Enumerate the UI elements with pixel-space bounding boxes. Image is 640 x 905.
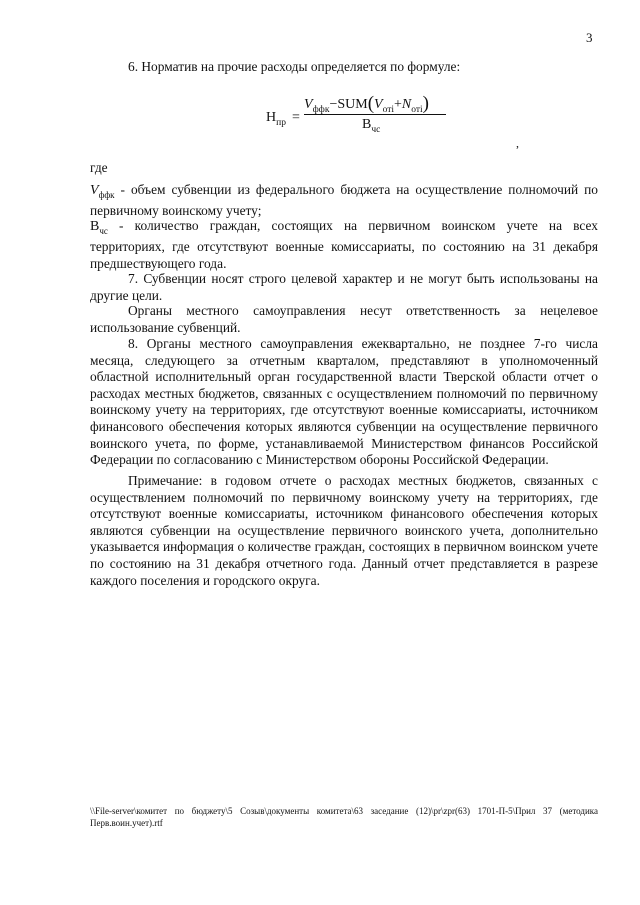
formula-den-sub: чс xyxy=(371,124,381,135)
definition-symbol-main: V xyxy=(90,183,99,198)
definition-v-ffk xyxy=(90,182,598,220)
formula-n-sub: отi xyxy=(411,104,423,115)
paragraph-8: 8. Органы местного самоуправления ежеквартально, не позднее 7-го числа месяца, следующего за отчетным кварталом, представляют в уполномоченный областной исполнительный орган государственной власти Тверской области отчет о расходах местных бюджетов, связанных с осуществлением полномочий по первичному воинскому учету на территориях, где отсутствуют военные комиссариаты, источником финансового обеспечения которых являются субвенции на осуществление первичного воинского учета, по форме, устанавливаемой Министерством финансов Российской Федерации по согласованию с Министерством обороны Российской Федерации. xyxy=(90,336,598,468)
formula-lhs-main: Н xyxy=(266,110,277,125)
formula-numerator xyxy=(304,92,429,115)
definition-symbol-sub: чс xyxy=(99,225,108,236)
word: местного xyxy=(186,303,239,318)
word: самоуправления xyxy=(253,303,346,318)
definition-symbol xyxy=(90,219,108,234)
formula-v2-sub: отi xyxy=(382,104,394,115)
definition-symbol-main: В xyxy=(90,219,100,234)
formula-lhs xyxy=(266,110,286,128)
formula-paren-right: ) xyxy=(422,93,429,114)
definition-v-chs xyxy=(90,218,598,273)
formula-n: N xyxy=(401,97,412,112)
formula-paren-left: ( xyxy=(367,93,375,114)
formula-equals: = xyxy=(292,110,300,125)
definition-symbol xyxy=(90,183,115,198)
where-label: где xyxy=(90,160,108,175)
definition-text: - объем субвенции из федерального бюджета на осуществление полномочий по первичному воинскому учету; xyxy=(90,182,598,219)
formula-comma: , xyxy=(516,136,519,150)
file-path-footer: \\File-server\комитет по бюджету\5 Созыв\документы комитета\63 заседание (12)\pr\zpr(63) 1701-П-5\Прил 37 (методика Перв.воин.учет).rtf xyxy=(90,806,598,828)
paragraph-7: 7. Субвенции носят строго целевой характер и не могут быть использованы на другие цели. xyxy=(90,271,598,303)
formula-den-main: В xyxy=(362,117,372,132)
formula-v2: V xyxy=(374,97,383,112)
paragraph-line: использование субвенций. xyxy=(90,319,241,335)
formula-v-sub: ффк xyxy=(312,104,330,115)
formula-denominator xyxy=(362,117,380,135)
formula-v: V xyxy=(304,97,313,112)
paragraph-7-responsibility xyxy=(90,303,598,336)
word: за xyxy=(514,303,526,318)
formula-minus-sum: −SUM xyxy=(329,97,368,112)
word: несут xyxy=(359,303,392,318)
note-paragraph: Примечание: в годовом отчете о расходах местных бюджетов, связанных с осуществлением полномочий по первичному воинскому учету на территориях, где отсутствуют военные комиссариаты, источником финансового обеспечения которых являются субвенции на осуществление первичного воинского учета, дополнительно указывается информация о количестве граждан, состоящих в первичном воинском учете по состоянию на 31 декабря отчетного года. Данный отчет представляется в разрезе каждого поселения и городского округа. xyxy=(90,473,598,588)
word: ответственность xyxy=(406,303,500,318)
formula xyxy=(266,88,476,144)
paragraph-6: 6. Норматив на прочие расходы определяется по формуле: xyxy=(128,59,461,74)
fraction-bar xyxy=(304,114,446,115)
definition-text: - количество граждан, состоящих на первичном воинском учете на всех территориях, где отсутствуют военные комиссариаты, по состоянию на 31 декабря предшествующего года. xyxy=(90,218,598,271)
formula-lhs-sub: пр xyxy=(276,117,286,128)
formula-plus: + xyxy=(394,97,402,112)
definition-symbol-sub: ффк xyxy=(98,189,115,200)
page-number: 3 xyxy=(586,30,593,45)
justified-line xyxy=(90,303,598,320)
word: нецелевое xyxy=(540,303,598,318)
word: Органы xyxy=(128,303,172,318)
